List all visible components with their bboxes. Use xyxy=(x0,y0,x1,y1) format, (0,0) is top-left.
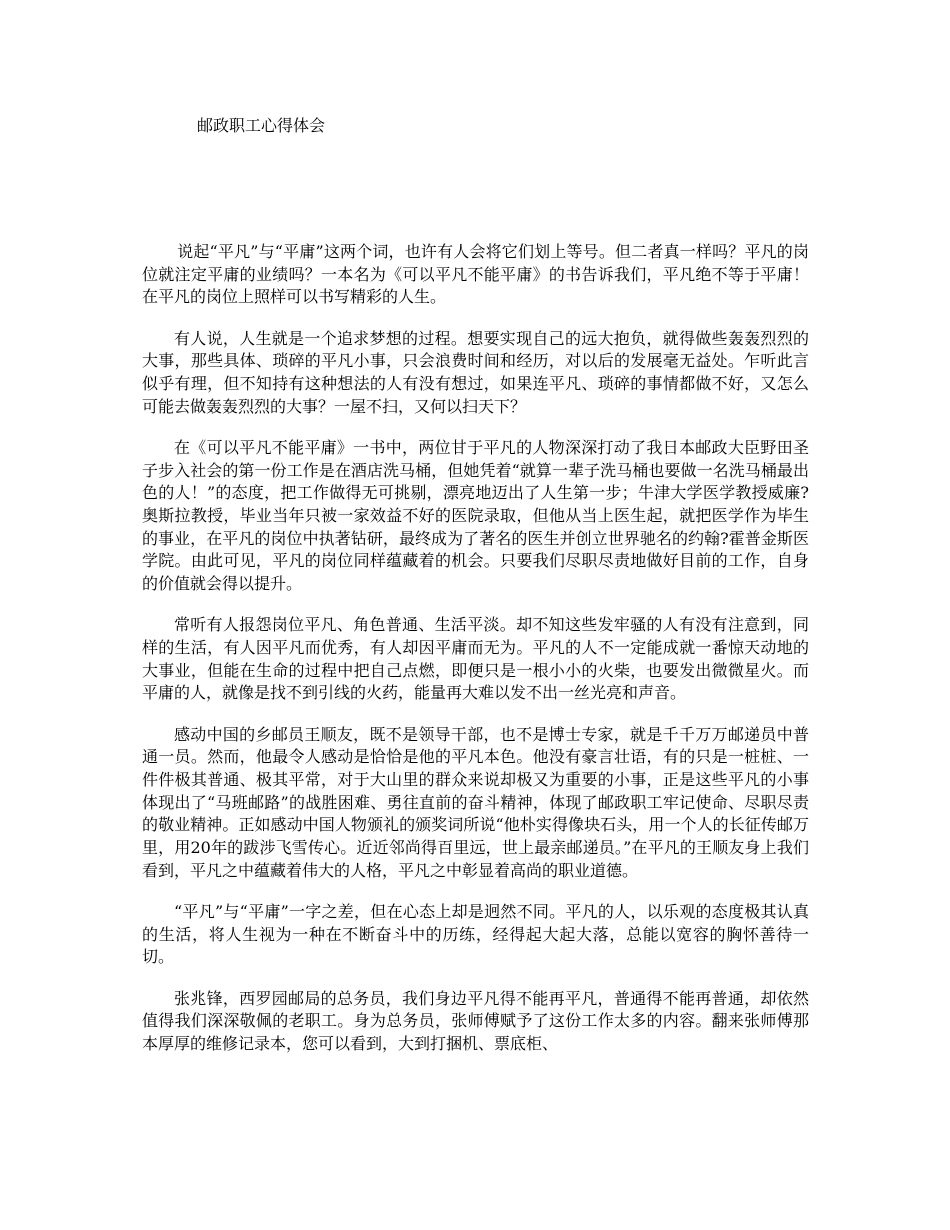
paragraph-5: 感动中国的乡邮员王顺友，既不是领导干部，也不是博士专家，就是千千万万邮递员中普通一员。然而，他最令人感动是恰恰是他的平凡本色。他没有豪言壮语，有的只是一桩桩、一件件极其普通、极其平常，对于大山里的群众来说却极又为重要的小事，正是这些平凡的小事体现出了“马班邮路”的战胜困难、勇往直前的奋斗精神，体现了邮政职工牢记使命、尽职尽责的敬业精神。正如感动中国人物颁礼的颁奖词所说“他朴实得像块石头，用一个人的长征传邮万里，用20年的跋涉飞雪传心。近近邻尚得百里远，世上最亲邮递员。”在平凡的王顺友身上我们看到，平凡之中蕴藏着伟大的人格，平凡之中彰显着高尚的职业道德。 xyxy=(142,724,809,880)
document-body xyxy=(142,241,809,1074)
document-title: 邮政职工心得体会 xyxy=(197,116,326,135)
paragraph-3: 在《可以平凡不能平庸》一书中，两位甘于平凡的人物深深打动了我日本邮政大臣野田圣子步入社会的第一份工作是在酒店洗马桶，但她凭着“就算一辈子洗马桶也要做一名洗马桶最出色的人！”的态度，把工作做得无可挑剔，漂亮地迈出了人生第一步；牛津大学医学教授威廉?奥斯拉教授，毕业当年只被一家效益不好的医院录取，但他从当上医生起，就把医学作为毕生的事业，在平凡的岗位中执著钻研，最终成为了著名的医生并创立世界驰名的约翰?霍普金斯医学院。由此可见，平凡的岗位同样蕴藏着的机会。只要我们尽职尽责地做好目前的工作，自身的价值就会得以提升。 xyxy=(142,437,809,594)
paragraph-4: 常听有人报怨岗位平凡、角色普通、生活平淡。却不知这些发牢骚的人有没有注意到，同样的生活，有人因平凡而优秀，有人却因平庸而无为。平凡的人不一定能成就一番惊天动地的大事业，但能在生命的过程中把自己点燃，即便只是一根小小的火柴，也要发出微微星火。而平庸的人，就像是找不到引线的火药，能量再大难以发不出一丝光亮和声音。 xyxy=(142,615,809,703)
paragraph-2: 有人说，人生就是一个追求梦想的过程。想要实现自己的远大抱负，就得做些轰轰烈烈的大事，那些具体、琐碎的平凡小事，只会浪费时间和经历，对以后的发展毫无益处。乍听此言似乎有理，但不知持有这种想法的人有没有想过，如果连平凡、琐碎的事情都做不好，又怎么可能去做轰轰烈烈的大事？一屋不扫，又何以扫天下？ xyxy=(142,328,809,416)
paragraph-1: 说起“平凡”与“平庸”这两个词，也许有人会将它们划上等号。但二者真一样吗？平凡的岗位就注定平庸的业绩吗？一本名为《可以平凡不能平庸》的书告诉我们，平凡绝不等于平庸！在平凡的岗位上照样可以书写精彩的人生。 xyxy=(142,242,809,307)
paragraph-6: “平凡”与“平庸”一字之差，但在心态上却是迥然不同。平凡的人，以乐观的态度极其认真的生活，将人生视为一种在不断奋斗中的历练，经得起大起大落，总能以宽容的胸怀善待一切。 xyxy=(142,902,809,967)
paragraph-7: 张兆锋，西罗园邮局的总务员，我们身边平凡得不能再平凡，普通得不能再普通，却依然值得我们深深敬佩的老职工。身为总务员，张师傅赋予了这份工作太多的内容。翻来张师傅那本厚厚的维修记录本，您可以看到，大到打捆机、票底柜、 xyxy=(142,988,809,1054)
